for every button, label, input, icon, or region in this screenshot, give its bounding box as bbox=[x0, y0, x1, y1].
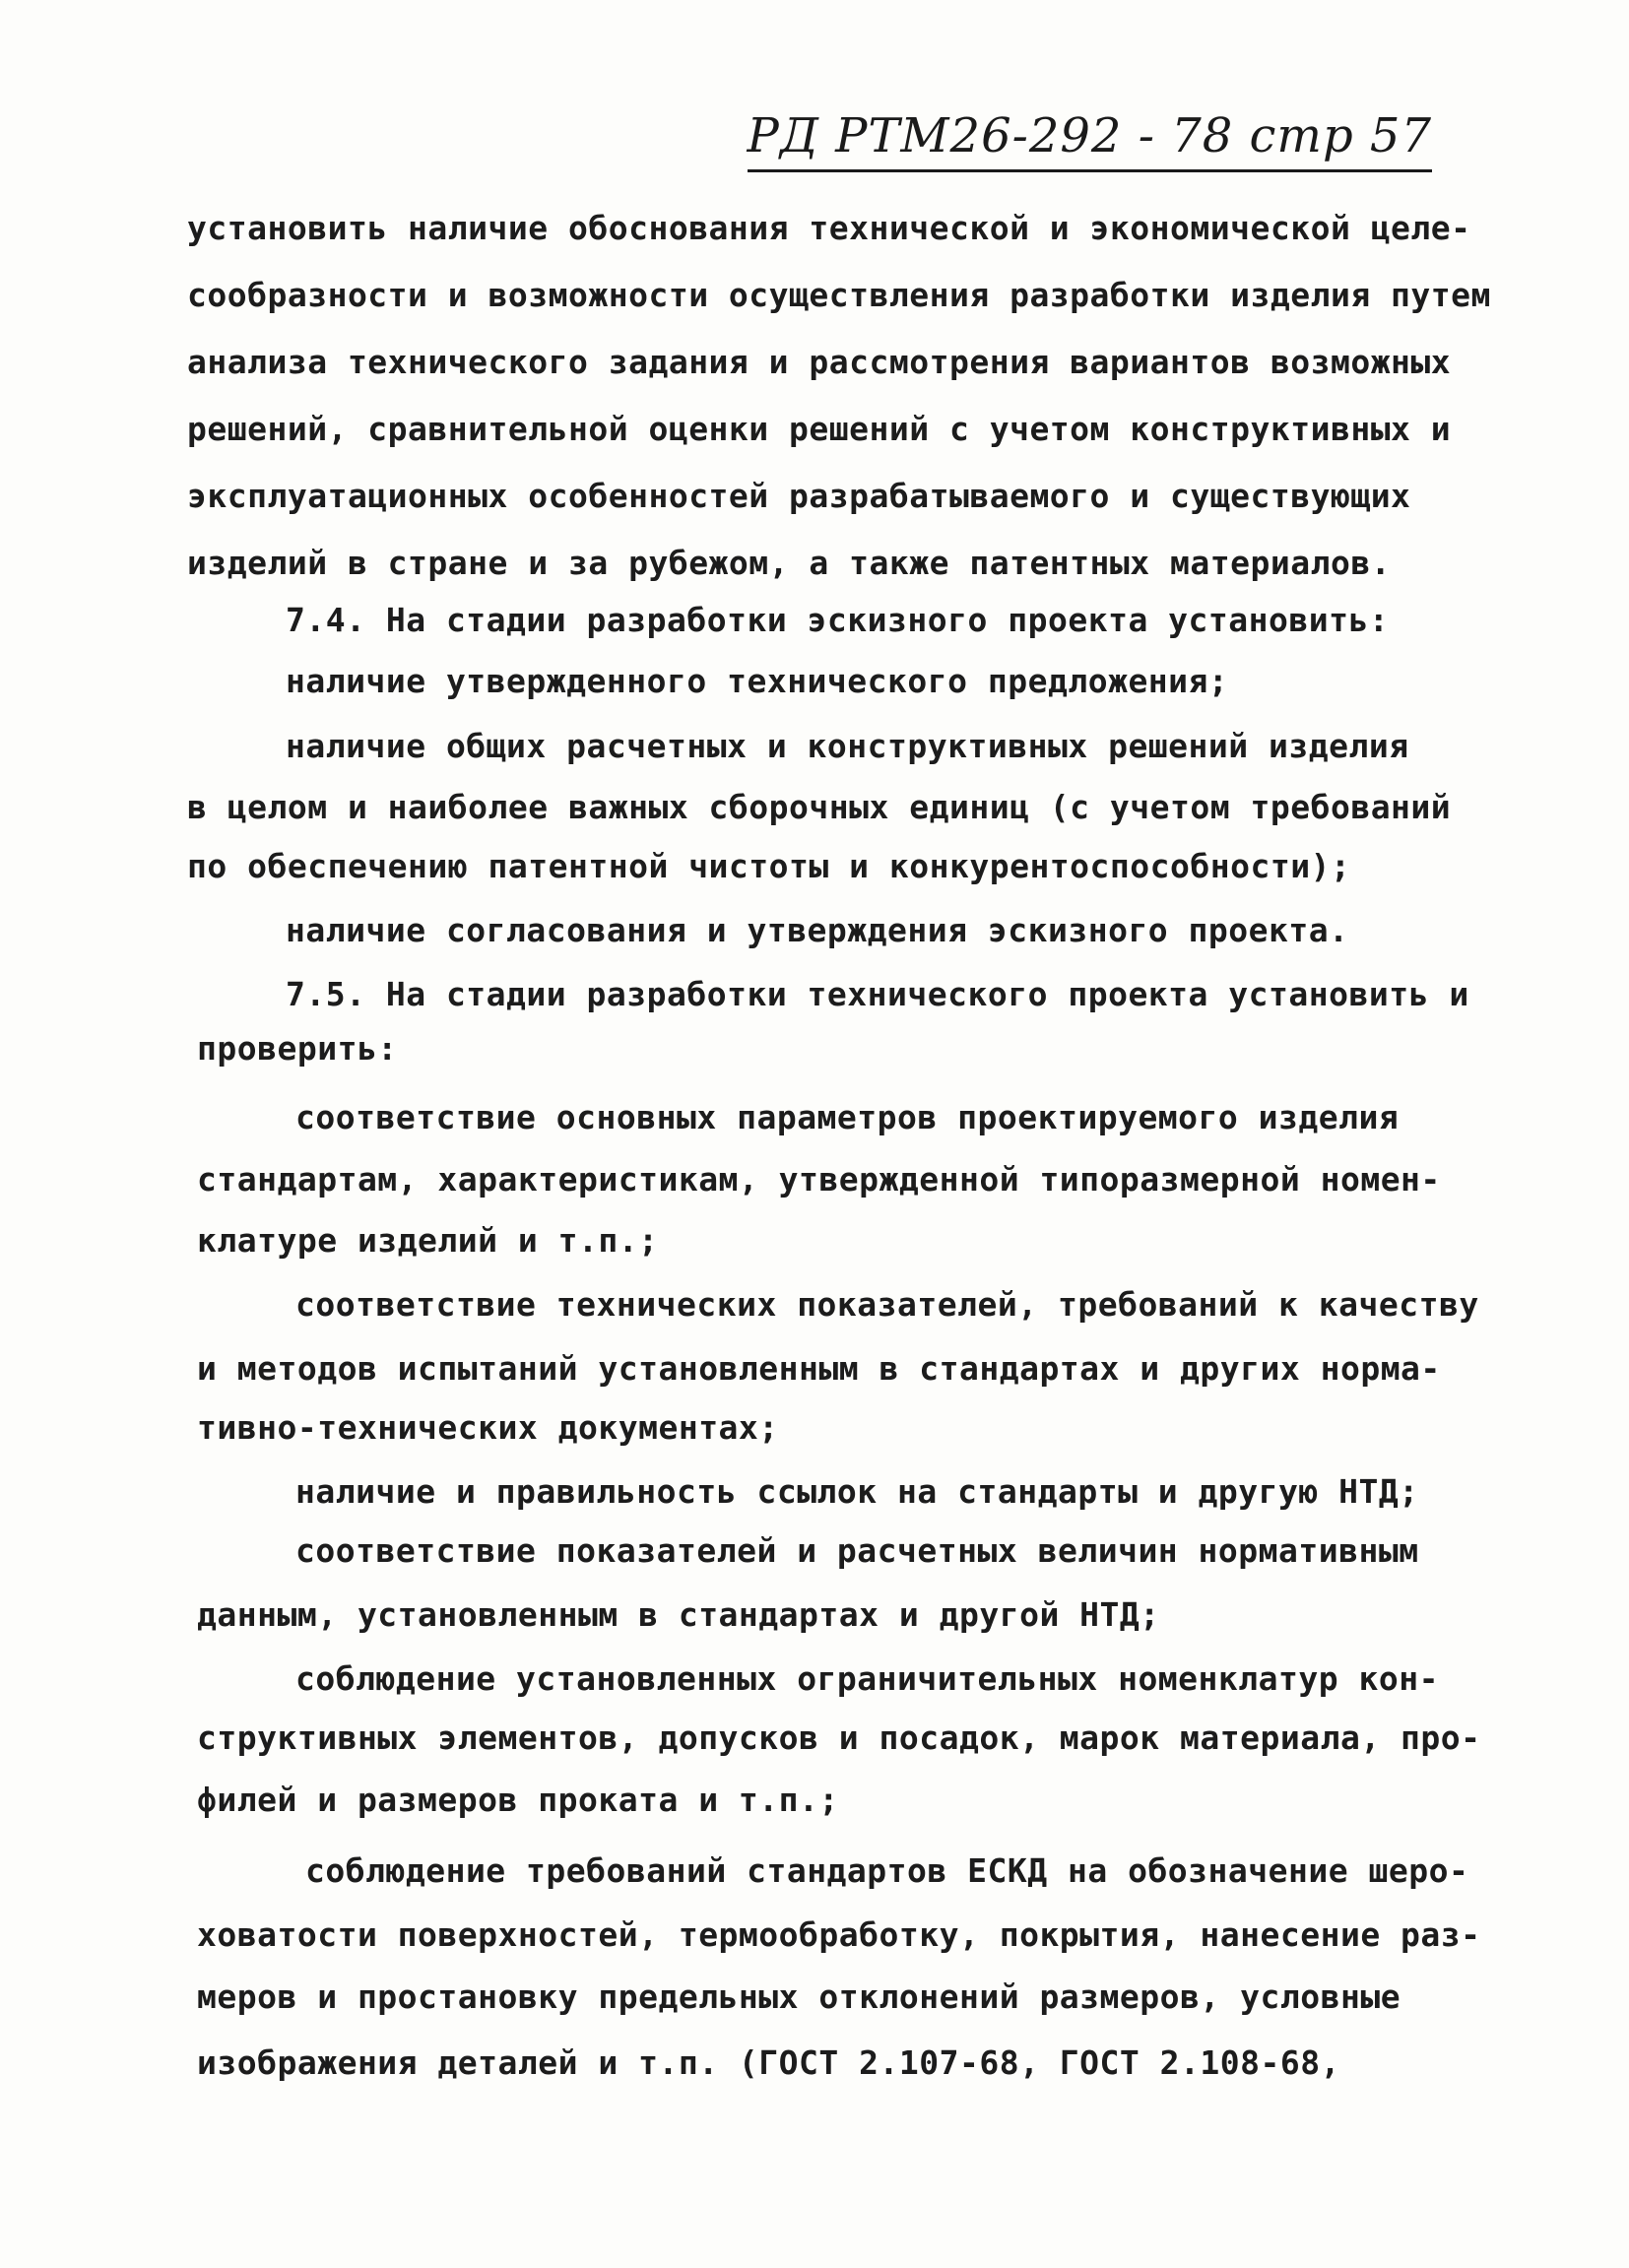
text-line: сообразности и возможности осуществления разработки изделия путем bbox=[187, 276, 1491, 314]
text-line: структивных элементов, допусков и посадок, марок материала, про- bbox=[197, 1718, 1481, 1757]
text-line: наличие согласования и утверждения эскизного проекта. bbox=[286, 911, 1349, 949]
text-line: и методов испытаний установленным в стандартах и других норма- bbox=[197, 1349, 1441, 1388]
text-line: меров и простановку предельных отклонений размеров, условные bbox=[197, 1977, 1401, 2016]
text-line: данным, установленным в стандартах и другой НТД; bbox=[197, 1595, 1160, 1634]
text-line: соблюдение требований стандартов ЕСКД на обозначение шеро- bbox=[305, 1851, 1469, 1890]
text-line: наличие утвержденного технического предложения; bbox=[286, 662, 1229, 700]
text-line: наличие общих расчетных и конструктивных решений изделия bbox=[286, 727, 1409, 765]
document-code-header: РД РТМ26-292 - 78 стр 57 bbox=[748, 108, 1432, 172]
text-line: проверить: bbox=[197, 1029, 398, 1068]
text-line: изделий в стране и за рубежом, а также патентных материалов. bbox=[187, 544, 1392, 582]
text-line: по обеспечению патентной чистоты и конкурентоспособности); bbox=[187, 847, 1351, 885]
text-line: эксплуатационных особенностей разрабатываемого и существующих bbox=[187, 477, 1411, 515]
section-heading-7-4: 7.4. На стадии разработки эскизного проекта установить: bbox=[286, 601, 1390, 639]
text-line: решений, сравнительной оценки решений с учетом конструктивных и bbox=[187, 410, 1452, 448]
text-line: соответствие основных параметров проектируемого изделия bbox=[295, 1098, 1400, 1136]
text-line: анализа технического задания и рассмотрения вариантов возможных bbox=[187, 343, 1452, 381]
text-line: установить наличие обоснования технической и экономической целе- bbox=[187, 209, 1471, 247]
text-line: соответствие технических показателей, требований к качеству bbox=[295, 1285, 1479, 1324]
text-line: стандартам, характеристикам, утвержденной типоразмерной номен- bbox=[197, 1160, 1441, 1199]
text-line: соответствие показателей и расчетных величин нормативным bbox=[295, 1531, 1419, 1570]
text-line: соблюдение установленных ограничительных номенклатур кон- bbox=[295, 1659, 1439, 1698]
section-heading-7-5: 7.5. На стадии разработки технического проекта установить и bbox=[286, 975, 1469, 1013]
text-line: клатуре изделий и т.п.; bbox=[197, 1221, 659, 1260]
text-line: тивно-технических документах; bbox=[197, 1408, 779, 1447]
text-line: изображения деталей и т.п. (ГОСТ 2.107-68, ГОСТ 2.108-68, bbox=[197, 2043, 1340, 2082]
text-line: наличие и правильность ссылок на стандарты и другую НТД; bbox=[295, 1472, 1419, 1511]
text-line: филей и размеров проката и т.п.; bbox=[197, 1781, 839, 1819]
text-line: в целом и наиболее важных сборочных единиц (с учетом требований bbox=[187, 788, 1452, 826]
text-line: ховатости поверхностей, термообработку, покрытия, нанесение раз- bbox=[197, 1915, 1481, 1954]
